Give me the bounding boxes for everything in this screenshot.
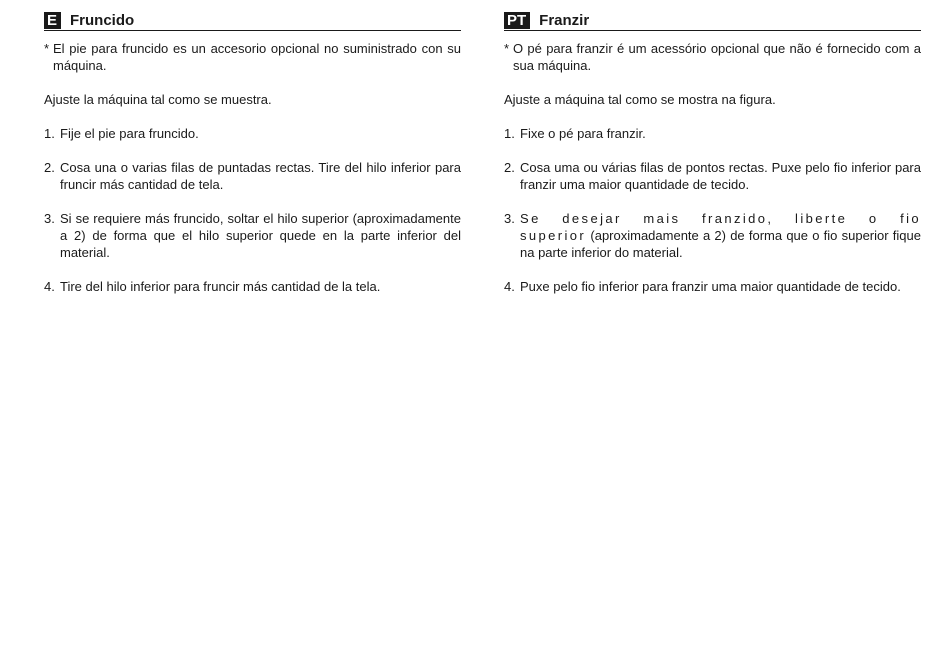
step-number: 3. [504, 211, 515, 226]
language-tag: E [44, 12, 61, 29]
list-item [44, 210, 461, 261]
list-item [504, 210, 921, 261]
note-text: O pé para franzir é um acessório opcional que não é fornecido com a sua máquina. [513, 41, 921, 73]
section-body [44, 40, 461, 295]
step-number: 2. [504, 160, 515, 175]
note-text: El pie para fruncido es un accesorio opcional no suministrado con su máquina. [53, 41, 461, 73]
step-number: 3. [44, 211, 55, 226]
list-item [504, 125, 921, 142]
step-text-rest: (aproximadamente a 2) de forma que o fio superior fique na parte inferior do material. [520, 228, 921, 260]
note-asterisk: * [44, 41, 50, 56]
list-item [44, 278, 461, 295]
section-header [504, 10, 921, 31]
note [44, 40, 461, 74]
step-text: Tire del hilo inferior para fruncir más cantidad de la tela. [60, 279, 381, 294]
step-text: Fixe o pé para franzir. [520, 126, 646, 141]
step-text: Fije el pie para fruncido. [60, 126, 199, 141]
step-number: 2. [44, 160, 55, 175]
step-text: Cosa una o varias filas de puntadas rectas. Tire del hilo inferior para fruncir más cantidad de tela. [60, 160, 461, 192]
section-spanish [44, 10, 461, 295]
step-number: 1. [504, 126, 515, 141]
step-number: 4. [44, 279, 55, 294]
note-asterisk: * [504, 41, 510, 56]
step-number: 4. [504, 279, 515, 294]
section-body [504, 40, 921, 295]
step-text: Si se requiere más fruncido, soltar el hilo superior (aproximadamente a 2) de forma que el hilo superior quede en la parte inferior del material. [60, 211, 461, 260]
step-text [520, 210, 921, 261]
section-header [44, 10, 461, 31]
list-item [504, 159, 921, 193]
step-text: Cosa uma ou várias filas de pontos rectas. Puxe pelo fio inferior para franzir uma maior quantidade de tecido. [520, 160, 921, 192]
intro-text: Ajuste a máquina tal como se mostra na figura. [504, 92, 776, 107]
list-item [504, 278, 921, 295]
note [504, 40, 921, 74]
step-text: Puxe pelo fio inferior para franzir uma maior quantidade de tecido. [520, 279, 901, 294]
intro-text: Ajuste la máquina tal como se muestra. [44, 92, 272, 107]
section-portuguese [504, 10, 921, 295]
list-item [44, 125, 461, 142]
section-title: Fruncido [70, 12, 135, 29]
language-tag: PT [504, 12, 530, 29]
step-number: 1. [44, 126, 55, 141]
section-title: Franzir [539, 12, 590, 29]
step-text-line1: Se desejar mais franzido, liberte o fio superior [520, 211, 921, 243]
list-item [44, 159, 461, 193]
